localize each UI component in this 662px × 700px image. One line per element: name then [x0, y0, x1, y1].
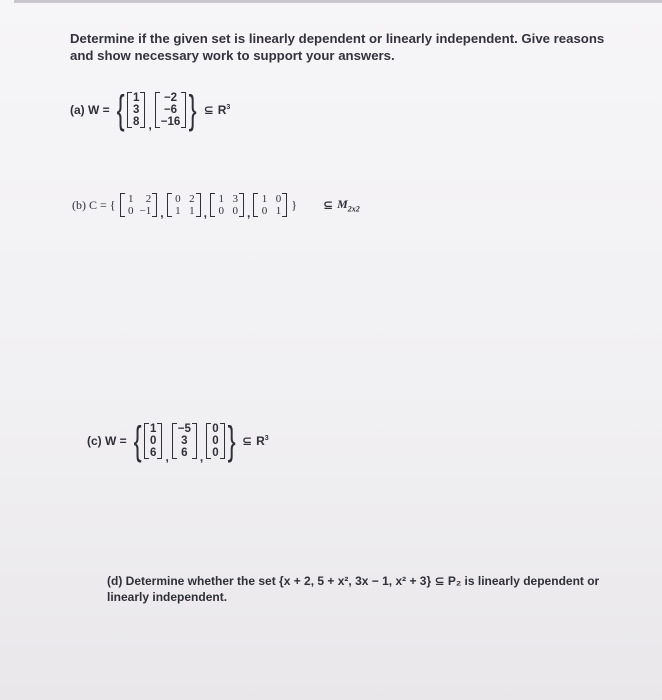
matrix-b1: 1 2 0 −1	[120, 193, 158, 217]
close-brace: }	[291, 197, 298, 212]
close-brace: }	[227, 419, 236, 463]
space-r3: $R^3$	[256, 434, 269, 448]
top-edge-line	[14, 0, 662, 3]
open-brace: {	[116, 88, 125, 132]
subset-symbol: ⊆	[323, 198, 334, 212]
part-c	[87, 418, 269, 464]
vector-c2: −5 3 6	[172, 423, 197, 459]
subset-symbol: ⊆	[242, 434, 253, 448]
matrix-b2: 0 2 1 1	[167, 193, 201, 217]
comma: ,	[246, 206, 251, 220]
instructions: Determine if the given set is linearly dependent or linearly independent. Give reasons and show necessary work to support your answers.	[70, 31, 605, 63]
comma: ,	[199, 450, 204, 464]
vector-c3: 0 0 0	[206, 423, 224, 459]
part-c-label: (c) W =	[87, 434, 127, 448]
subset-symbol: ⊆	[203, 103, 214, 117]
comma: ,	[203, 206, 207, 220]
comma: ,	[148, 118, 152, 132]
part-b-label: (b) C = {	[72, 197, 116, 212]
open-brace: {	[133, 419, 142, 463]
vector-a2: −2 −6 −16	[155, 92, 187, 128]
part-a-label: (a) W =	[70, 103, 110, 117]
space-m2x2: $M_{2x2}$	[337, 196, 360, 214]
vector-c1: 1 0 6	[144, 423, 162, 459]
part-a	[70, 88, 230, 132]
part-d: (d) Determine whether the set {x + 2, 5 + x², 3x − 1, x² + 3} ⊆ P₂ is linearly dependent or linearly independent.	[107, 574, 600, 604]
vector-a1: 1 3 8	[127, 92, 145, 128]
matrix-b4: 1 0 0 1	[253, 193, 287, 217]
close-brace: }	[188, 88, 197, 132]
space-r3: $R^3$	[217, 103, 231, 117]
part-b	[72, 190, 360, 220]
matrix-b3: 1 3 0 0	[210, 193, 244, 217]
comma: ,	[165, 450, 169, 464]
comma: ,	[160, 206, 164, 220]
